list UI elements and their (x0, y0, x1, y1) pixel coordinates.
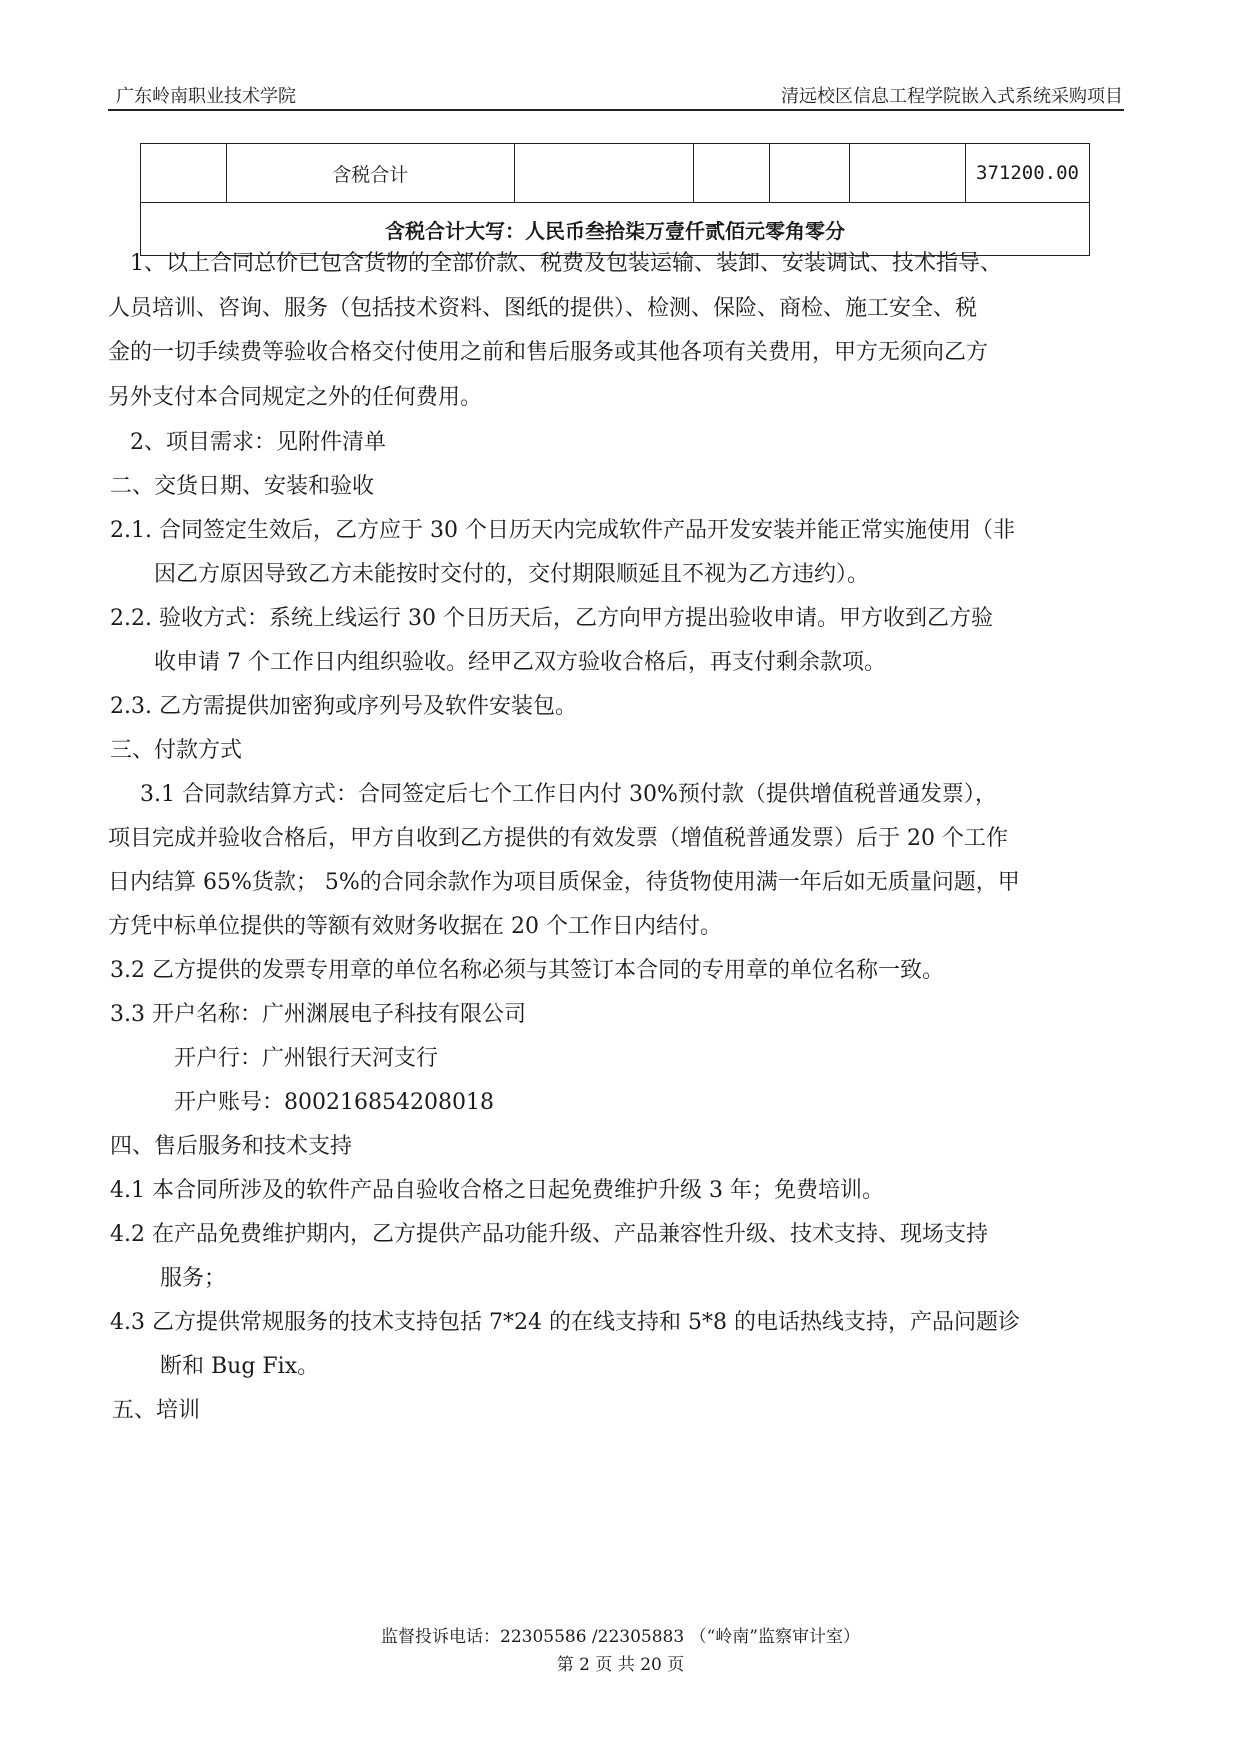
tax-total-table (140, 143, 1090, 256)
clause-line: 断和 Bug Fix。 (160, 1354, 320, 1379)
amount-in-words-row (141, 203, 1090, 256)
clause-line: 3.2 乙方提供的发票专用章的单位名称必须与其签订本合同的专用章的单位名称一致。 (110, 958, 944, 983)
clause-line: 金的一切手续费等验收合格交付使用之前和售后服务或其他各项有关费用，甲方无须向乙方 (108, 340, 989, 365)
table-cell-blank (694, 144, 770, 203)
clause-line: 3.3 开户名称：广州渊展电子科技有限公司 (110, 1002, 526, 1027)
table-cell-blank (141, 144, 227, 203)
clause-line: 2.2. 验收方式：系统上线运行 30 个日历天后，乙方向甲方提出验收申请。甲方收到乙方验 (110, 606, 993, 631)
table-cell-blank (770, 144, 850, 203)
clause-line: 因乙方原因导致乙方未能按时交付的，交付期限顺延且不视为乙方违约）。 (154, 562, 870, 587)
clause-line: 2、项目需求：见附件清单 (130, 430, 386, 455)
clause-line: 4.2 在产品免费维护期内，乙方提供产品功能升级、产品兼容性升级、技术支持、现场支持 (110, 1222, 988, 1247)
amount-in-words-cell: 含税合计大写：人民币叁拾柒万壹仟贰佰元零角零分 (141, 203, 1090, 256)
clause-line: 开户行：广州银行天河支行 (174, 1046, 439, 1071)
section-heading: 五、培训 (112, 1398, 201, 1423)
clause-line: 服务； (160, 1266, 227, 1291)
clause-line: 2.1. 合同签定生效后，乙方应于 30 个日历天内完成软件产品开发安装并能正常实施使用（非 (110, 518, 1015, 543)
clause-line: 开户账号：800216854208018 (174, 1090, 494, 1115)
clause-line: 4.1 本合同所涉及的软件产品自验收合格之日起免费维护升级 3 年；免费培训。 (110, 1178, 884, 1203)
section-heading: 二、交货日期、安装和验收 (110, 474, 375, 499)
clause-line: 人员培训、咨询、服务（包括技术资料、图纸的提供）、检测、保险、商检、施工安全、税 (108, 296, 978, 321)
total-label-cell: 含税合计 (226, 144, 514, 203)
clause-line: 1、以上合同总价已包含货物的全部价款、税费及包装运输、装卸、安装调试、技术指导、 (130, 251, 1003, 276)
clause-line: 2.3. 乙方需提供加密狗或序列号及软件安装包。 (110, 694, 577, 719)
total-amount-cell: 371200.00 (965, 144, 1089, 203)
complaint-hotline: 监督投诉电话：22305586 /22305883 （“岭南”监察审计室） (381, 1627, 860, 1647)
clause-line: 4.3 乙方提供常规服务的技术支持包括 7*24 的在线支持和 5*8 的电话热线支持，产品问题诊 (110, 1310, 1020, 1335)
header-institution: 广东岭南职业技术学院 (116, 86, 296, 107)
header-project-title: 清远校区信息工程学院嵌入式系统采购项目 (781, 86, 1123, 107)
table-cell-blank (514, 144, 694, 203)
clause-line: 日内结算 65%货款； 5%的合同余款作为项目质保金，待货物使用满一年后如无质量问题，甲 (108, 870, 1020, 895)
clause-line: 3.1 合同款结算方式：合同签定后七个工作日内付 30%预付款（提供增值税普通发票）， (140, 782, 997, 807)
clause-line: 方凭中标单位提供的等额有效财务收据在 20 个工作日内结付。 (108, 914, 722, 939)
clause-line: 另外支付本合同规定之外的任何费用。 (108, 385, 483, 410)
section-heading: 三、付款方式 (110, 738, 243, 763)
clause-line: 项目完成并验收合格后，甲方自收到乙方提供的有效发票（增值税普通发票）后于 20 个工作 (108, 826, 1008, 851)
header-divider (108, 109, 1124, 111)
section-heading: 四、售后服务和技术支持 (110, 1134, 353, 1159)
table-cell-blank (850, 144, 966, 203)
total-row (141, 144, 1090, 203)
page-number: 第 2 页 共 20 页 (556, 1655, 685, 1675)
clause-line: 收申请 7 个工作日内组织验收。经甲乙双方验收合格后，再支付剩余款项。 (154, 650, 886, 675)
